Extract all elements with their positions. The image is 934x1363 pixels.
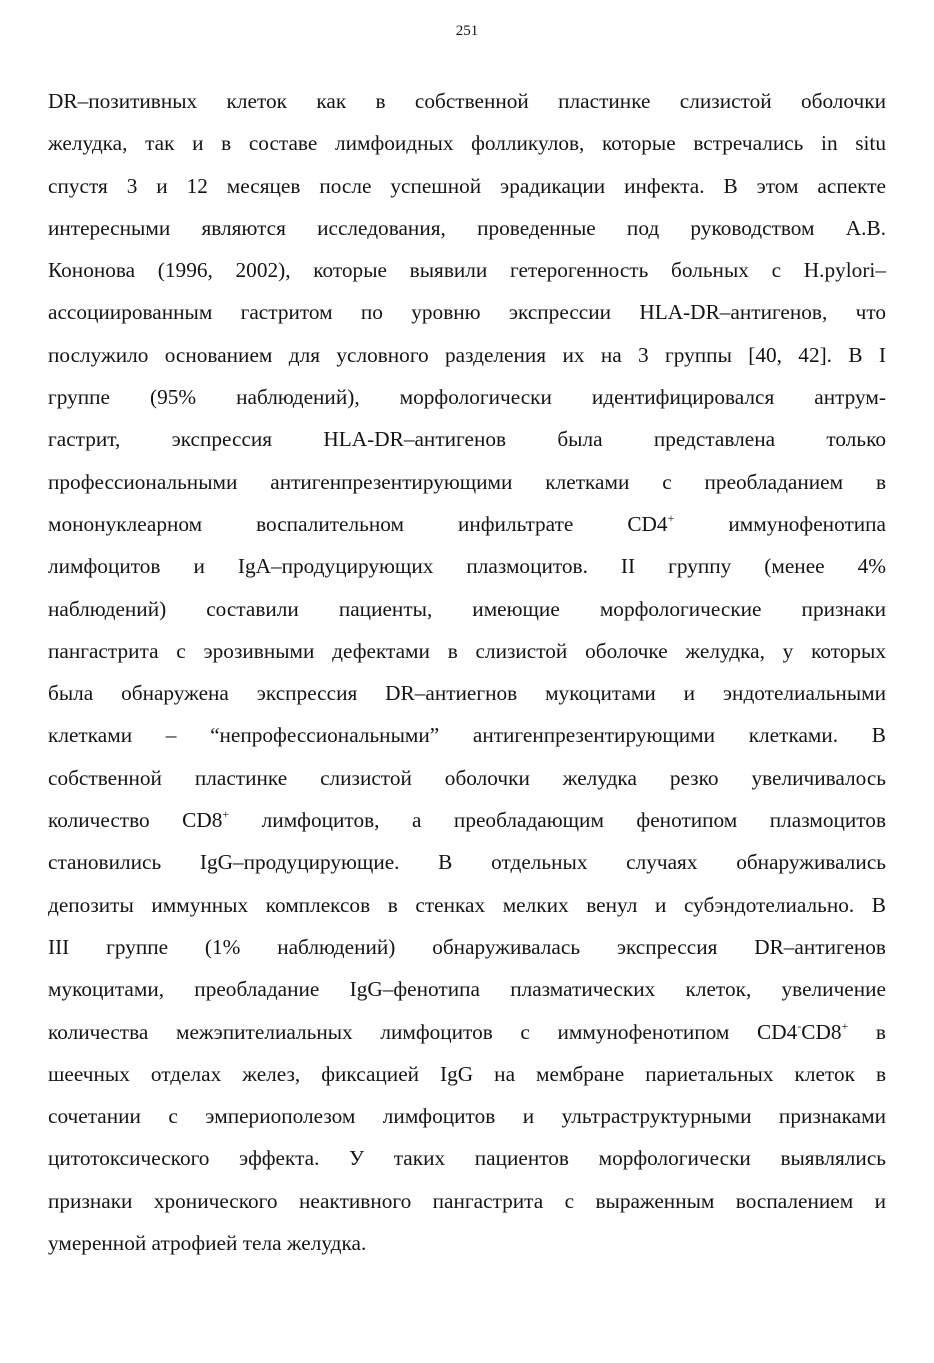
text-line: сочетании с эмпериополезом лимфоцитов и ультраструктурными признаками bbox=[48, 1104, 886, 1129]
text-line: III группе (1% наблюдений) обнаруживалась экспрессия DR–антигенов bbox=[48, 934, 886, 959]
text-line: цитотоксического эффекта. У таких пациентов морфологически выявлялись bbox=[48, 1146, 886, 1171]
text-line: шеечных отделах желез, фиксацией IgG на мембране париетальных клеток в bbox=[48, 1061, 886, 1086]
superscript-plus: + bbox=[222, 807, 230, 822]
superscript-plus: + bbox=[667, 510, 675, 525]
text-line: гастрит, экспрессия HLA-DR–антигенов была представлена только bbox=[48, 427, 886, 452]
text-line: Кононова (1996, 2002), которые выявили гетерогенность больных с H.pylori– bbox=[48, 258, 886, 283]
text-line: желудка, так и в составе лимфоидных фолликулов, которые встречались in situ bbox=[48, 131, 886, 156]
text-line: ассоциированным гастритом по уровню экспрессии HLA-DR–антигенов, что bbox=[48, 300, 886, 325]
text-line: собственной пластинке слизистой оболочки желудка резко увеличивалось bbox=[48, 765, 886, 790]
text-line: лимфоцитов и IgA–продуцирующих плазмоцитов. II группу (менее 4% bbox=[48, 554, 886, 579]
superscript-minus: - bbox=[797, 1018, 802, 1033]
text-line: депозиты иммунных комплексов в стенках мелких венул и субэндотелиально. В bbox=[48, 892, 886, 917]
text-line: спустя 3 и 12 месяцев после успешной эрадикации инфекта. В этом аспекте bbox=[48, 173, 886, 198]
text-line: пангастрита с эрозивными дефектами в слизистой оболочке желудка, у которых bbox=[48, 638, 886, 663]
page-number: 251 bbox=[455, 23, 479, 39]
text-line: наблюдений) составили пациенты, имеющие морфологические признаки bbox=[48, 596, 886, 621]
text-line: интересными являются исследования, проведенные под руководством А.В. bbox=[48, 215, 886, 240]
text-line: умеренной атрофией тела желудка. bbox=[48, 1231, 367, 1256]
text-line: была обнаружена экспрессия DR–антиегнов мукоцитами и эндотелиальными bbox=[48, 681, 886, 706]
superscript-plus: + bbox=[841, 1018, 849, 1033]
text-line: профессиональными антигенпрезентирующими клетками с преобладанием в bbox=[48, 469, 886, 494]
text-line: количества межэпителиальных лимфоцитов с иммунофенотипом CD4-CD8+ в bbox=[48, 1018, 886, 1044]
text-line: DR–позитивных клеток как в собственной пластинке слизистой оболочки bbox=[48, 89, 886, 113]
text-line: количество CD8+ лимфоцитов, а преобладающим фенотипом плазмоцитов bbox=[48, 807, 886, 833]
text-line: послужило основанием для условного разделения их на 3 группы [40, 42]. В I bbox=[48, 342, 886, 367]
text-line: мононуклеарном воспалительном инфильтрате CD4+ иммунофенотипа bbox=[48, 510, 886, 536]
text-line: становились IgG–продуцирующие. В отдельных случаях обнаруживались bbox=[48, 850, 886, 875]
body-text bbox=[48, 80, 886, 1264]
text-line: мукоцитами, преобладание IgG–фенотипа плазматических клеток, увеличение bbox=[48, 977, 886, 1002]
text-line: клетками – “непрофессиональными” антигенпрезентирующими клетками. В bbox=[48, 723, 886, 748]
text-line: признаки хронического неактивного пангастрита с выраженным воспалением и bbox=[48, 1188, 886, 1213]
text-line: группе (95% наблюдений), морфологически идентифицировался антрум- bbox=[48, 385, 886, 410]
